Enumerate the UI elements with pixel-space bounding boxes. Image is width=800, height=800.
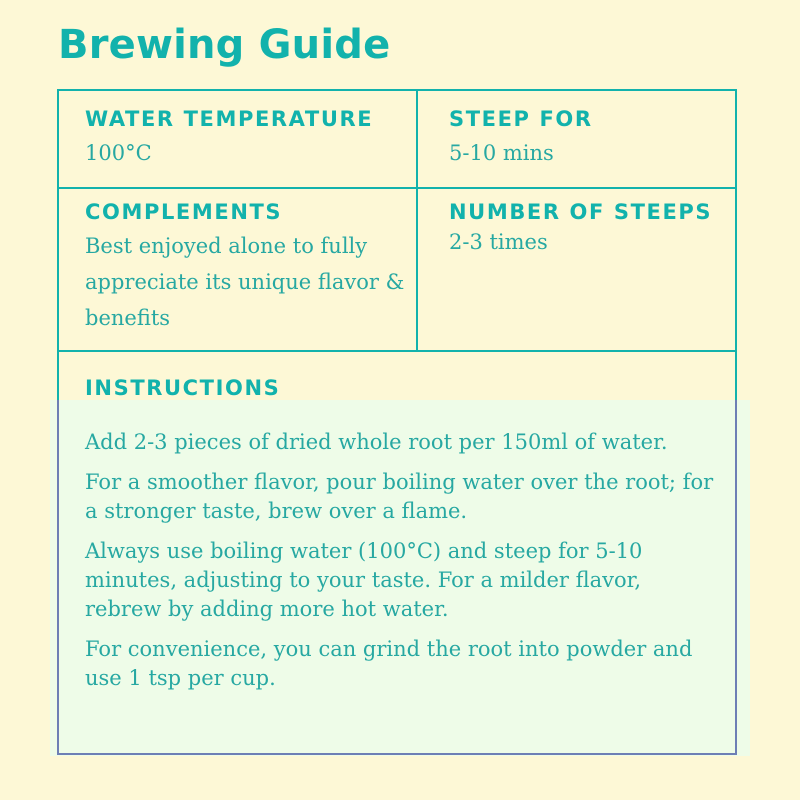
instruction-step: Always use boiling water (100°C) and steep for 5-10 minutes, adjusting to your taste. For a milder flavor, rebrew by adding more hot water. (85, 539, 643, 621)
number-of-steeps-label: NUMBER OF STEEPS (449, 200, 713, 224)
steep-for-value: 5-10 mins (449, 141, 554, 165)
instruction-step: Add 2-3 pieces of dried whole root per 150ml of water. (85, 430, 668, 454)
complements-value: Best enjoyed alone to fully appreciate its unique flavor & benefits (85, 234, 405, 330)
instruction-step: For convenience, you can grind the root into powder and use 1 tsp per cup. (85, 637, 693, 690)
instruction-step: For a smoother flavor, pour boiling water over the root; for a stronger taste, brew over a flame. (85, 470, 714, 523)
complements-label: COMPLEMENTS (85, 200, 283, 224)
number-of-steeps-value: 2-3 times (449, 230, 548, 254)
steep-for-label: STEEP FOR (449, 107, 593, 131)
page-title: Brewing Guide (58, 22, 391, 68)
column-divider (416, 89, 418, 351)
water-temperature-value: 100°C (85, 141, 152, 165)
instructions-label: INSTRUCTIONS (85, 376, 281, 400)
row-divider (57, 350, 737, 352)
row-divider (57, 187, 737, 189)
water-temperature-label: WATER TEMPERATURE (85, 107, 374, 131)
complements-cell (85, 200, 405, 336)
instructions-list (85, 428, 715, 704)
water-temperature-cell (85, 107, 405, 171)
number-of-steeps-cell (449, 200, 734, 260)
steep-for-cell (449, 107, 729, 171)
